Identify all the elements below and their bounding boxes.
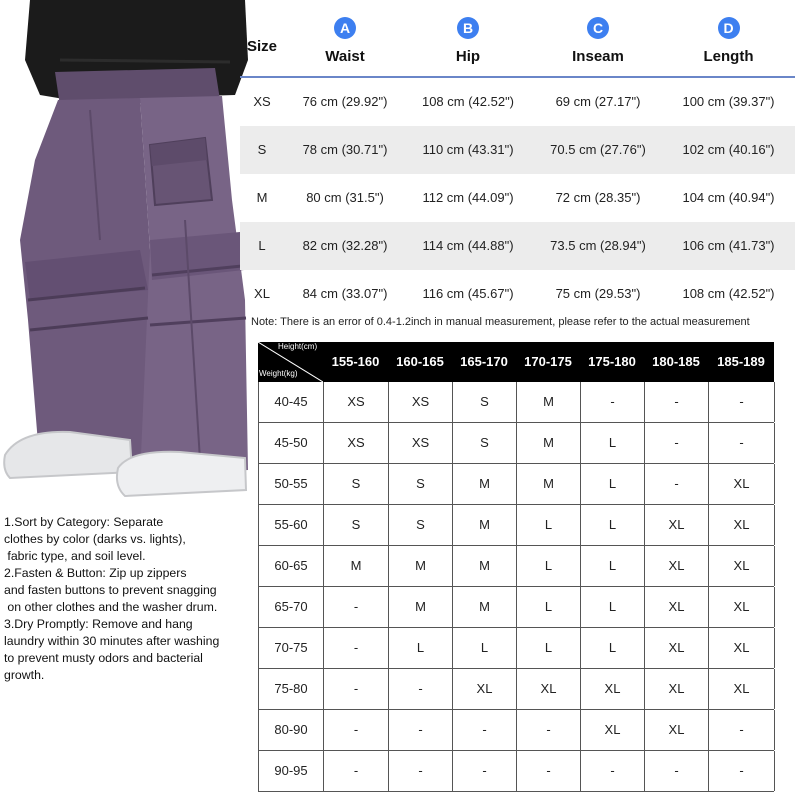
inseam-cell: 75 cm (29.53")	[555, 286, 641, 301]
hip-cell: 110 cm (43.31")	[422, 142, 514, 157]
inseam-cell: 70.5 cm (27.76")	[550, 142, 646, 157]
size-recommendation-cell: -	[324, 587, 389, 627]
size-recommendation-cell: XL	[709, 669, 775, 709]
size-recommendation-cell: L	[517, 546, 581, 586]
badge-b-icon: B	[457, 17, 479, 39]
size-recommendation-cell: -	[709, 423, 775, 463]
size-recommendation-cell: XL	[581, 669, 645, 709]
care-instruction-line: to prevent musty odors and bacterial	[4, 651, 203, 665]
size-recommendation-cell: S	[453, 382, 517, 422]
size-recommendation-cell: -	[324, 628, 389, 668]
size-recommendation-cell: L	[581, 464, 645, 504]
size-recommendation-cell: XL	[645, 587, 709, 627]
size-recommendation-cell: M	[453, 505, 517, 545]
product-photo	[0, 0, 250, 505]
size-recommendation-cell: M	[324, 546, 389, 586]
size-recommendation-cell: M	[453, 464, 517, 504]
size-recommendation-cell: L	[581, 546, 645, 586]
size-recommendation-cell: -	[324, 710, 389, 750]
size-recommendation-cell: XL	[645, 710, 709, 750]
length-cell: 102 cm (40.16")	[682, 142, 775, 157]
size-recommendation-cell: XL	[453, 669, 517, 709]
size-recommendation-cell: XL	[645, 628, 709, 668]
badge-d-icon: D	[718, 17, 740, 39]
size-recommendation-cell: XL	[709, 464, 775, 504]
care-instruction-line: growth.	[4, 668, 45, 682]
size-recommendation-cell: S	[324, 464, 389, 504]
waist-cell: 84 cm (33.07")	[302, 286, 388, 301]
inseam-column-header	[530, 0, 666, 74]
size-cell: L	[258, 238, 266, 253]
size-recommendation-cell: L	[581, 505, 645, 545]
size-chart-header	[240, 0, 795, 78]
hip-cell: 114 cm (44.88")	[422, 238, 514, 253]
size-recommendation-cell: L	[517, 505, 581, 545]
size-column-header: Size	[246, 38, 277, 55]
size-recommendation-cell: -	[324, 669, 389, 709]
size-recommendation-cell: L	[581, 423, 645, 463]
height-column-header: 155-160	[331, 354, 380, 369]
size-recommendation-cell: XL	[709, 628, 775, 668]
weight-row	[259, 751, 774, 792]
inseam-cell: 69 cm (27.17")	[555, 94, 641, 109]
weight-cell: 65-70	[259, 587, 324, 627]
size-recommendation-cell: -	[645, 423, 709, 463]
size-recommendation-cell: XL	[709, 505, 775, 545]
size-cell: XL	[254, 286, 270, 301]
size-recommendation-cell: -	[324, 751, 389, 791]
inseam-cell: 72 cm (28.35")	[555, 190, 641, 205]
weight-row	[259, 669, 774, 710]
height-column-header: 160-165	[396, 354, 444, 369]
measurement-note: Note: There is an error of 0.4-1.2inch in manual measurement, please refer to the actual measurement	[251, 316, 750, 328]
size-recommendation-cell: M	[389, 546, 453, 586]
weight-cell: 40-45	[259, 382, 324, 422]
weight-cell: 70-75	[259, 628, 324, 668]
size-recommendation-cell: -	[389, 710, 453, 750]
size-cell: M	[256, 190, 268, 205]
care-instruction-line: clothes by color (darks vs. lights),	[4, 532, 186, 546]
size-cell: XS	[253, 94, 271, 109]
badge-c-icon: C	[587, 17, 609, 39]
weight-cell: 80-90	[259, 710, 324, 750]
care-instruction-line: 2.Fasten & Button: Zip up zippers	[4, 566, 187, 580]
weight-row	[259, 505, 774, 546]
care-instruction-line: 1.Sort by Category: Separate	[4, 515, 164, 529]
size-recommendation-cell: S	[324, 505, 389, 545]
size-recommendation-cell: XS	[389, 382, 453, 422]
size-recommendation-cell: XS	[324, 382, 389, 422]
weight-row	[259, 546, 774, 587]
size-recommendation-cell: M	[453, 546, 517, 586]
size-recommendation-cell: L	[581, 628, 645, 668]
length-cell: 106 cm (41.73")	[682, 238, 775, 253]
size-row	[240, 126, 795, 174]
size-recommendation-cell: -	[389, 751, 453, 791]
size-recommendation-cell: XL	[645, 546, 709, 586]
care-instruction-line: on other clothes and the washer drum.	[4, 600, 218, 614]
hip-cell: 112 cm (44.09")	[422, 190, 514, 205]
size-chart	[240, 0, 795, 318]
waist-cell: 82 cm (32.28")	[302, 238, 388, 253]
inseam-label: Inseam	[572, 48, 624, 65]
size-row	[240, 174, 795, 222]
waist-cell: 80 cm (31.5")	[306, 190, 384, 205]
weight-row	[259, 423, 774, 464]
size-recommendation-cell: -	[645, 464, 709, 504]
care-instruction-line: and fasten buttons to prevent snagging	[4, 583, 217, 597]
size-recommendation-cell: XL	[517, 669, 581, 709]
size-recommendation-cell: M	[517, 464, 581, 504]
height-column-header: 175-180	[588, 354, 636, 369]
size-recommendation-cell: -	[645, 751, 709, 791]
weight-cell: 45-50	[259, 423, 324, 463]
weight-row	[259, 464, 774, 505]
size-recommendation-cell: M	[453, 587, 517, 627]
size-recommendation-cell: S	[389, 505, 453, 545]
weight-row	[259, 587, 774, 628]
size-recommendation-cell: -	[389, 669, 453, 709]
size-recommendation-cell: M	[389, 587, 453, 627]
hip-label: Hip	[455, 48, 481, 65]
size-cell: S	[257, 142, 267, 157]
height-column-header: 170-175	[524, 354, 572, 369]
size-recommendation-cell: -	[709, 382, 775, 422]
hip-cell: 116 cm (45.67")	[422, 286, 514, 301]
weight-height-table	[258, 342, 774, 792]
weight-cell: 55-60	[259, 505, 324, 545]
size-recommendation-cell: XL	[581, 710, 645, 750]
size-recommendation-cell: S	[453, 423, 517, 463]
weight-cell: 75-80	[259, 669, 324, 709]
waist-cell: 76 cm (29.92")	[302, 94, 388, 109]
care-instruction-line: 3.Dry Promptly: Remove and hang	[4, 617, 193, 631]
length-label: Length	[703, 48, 754, 65]
waist-cell: 78 cm (30.71")	[302, 142, 388, 157]
weight-axis-label: Weight(kg)	[259, 369, 298, 378]
size-recommendation-cell: -	[581, 751, 645, 791]
length-column-header	[666, 0, 791, 74]
length-cell: 108 cm (42.52")	[682, 286, 775, 301]
size-recommendation-cell: M	[517, 382, 581, 422]
cargo-pants-image	[0, 0, 250, 505]
size-recommendation-cell: M	[517, 423, 581, 463]
size-recommendation-cell: L	[517, 628, 581, 668]
height-column-header: 180-185	[652, 354, 700, 369]
waist-column-header	[284, 0, 406, 74]
weight-height-grid	[258, 382, 774, 792]
size-recommendation-cell: XL	[709, 587, 775, 627]
size-recommendation-cell: -	[709, 751, 775, 791]
size-recommendation-cell: -	[709, 710, 775, 750]
weight-row	[259, 710, 774, 751]
hip-column-header	[406, 0, 530, 74]
weight-cell: 50-55	[259, 464, 324, 504]
badge-a-icon: A	[334, 17, 356, 39]
size-recommendation-cell: XL	[709, 546, 775, 586]
size-recommendation-cell: L	[517, 587, 581, 627]
size-recommendation-cell: L	[453, 628, 517, 668]
care-instruction-line: fabric type, and soil level.	[4, 549, 146, 563]
size-row	[240, 78, 795, 126]
size-recommendation-cell: XS	[324, 423, 389, 463]
weight-row	[259, 382, 774, 423]
waist-label: Waist	[325, 48, 365, 65]
size-recommendation-cell: XL	[645, 669, 709, 709]
size-recommendation-cell: S	[389, 464, 453, 504]
height-column-header: 185-189	[717, 354, 765, 369]
height-column-header: 165-170	[460, 354, 508, 369]
length-cell: 104 cm (40.94")	[682, 190, 775, 205]
length-cell: 100 cm (39.37")	[682, 94, 775, 109]
size-recommendation-cell: XS	[389, 423, 453, 463]
size-row	[240, 270, 795, 318]
size-recommendation-cell: -	[517, 710, 581, 750]
weight-cell: 60-65	[259, 546, 324, 586]
inseam-cell: 73.5 cm (28.94")	[550, 238, 646, 253]
size-recommendation-cell: -	[645, 382, 709, 422]
size-recommendation-cell: -	[517, 751, 581, 791]
size-recommendation-cell: L	[581, 587, 645, 627]
size-row	[240, 222, 795, 270]
care-instructions	[4, 514, 256, 684]
hip-cell: 108 cm (42.52")	[421, 94, 515, 109]
size-recommendation-cell: L	[389, 628, 453, 668]
height-axis-label: Height(cm)	[278, 342, 318, 351]
size-recommendation-cell: -	[453, 751, 517, 791]
size-recommendation-cell: -	[453, 710, 517, 750]
size-recommendation-cell: XL	[645, 505, 709, 545]
weight-height-header	[258, 342, 774, 382]
header-corner-cell	[258, 342, 323, 382]
care-instruction-line: laundry within 30 minutes after washing	[4, 634, 220, 648]
weight-cell: 90-95	[259, 751, 324, 791]
weight-row	[259, 628, 774, 669]
size-recommendation-cell: -	[581, 382, 645, 422]
